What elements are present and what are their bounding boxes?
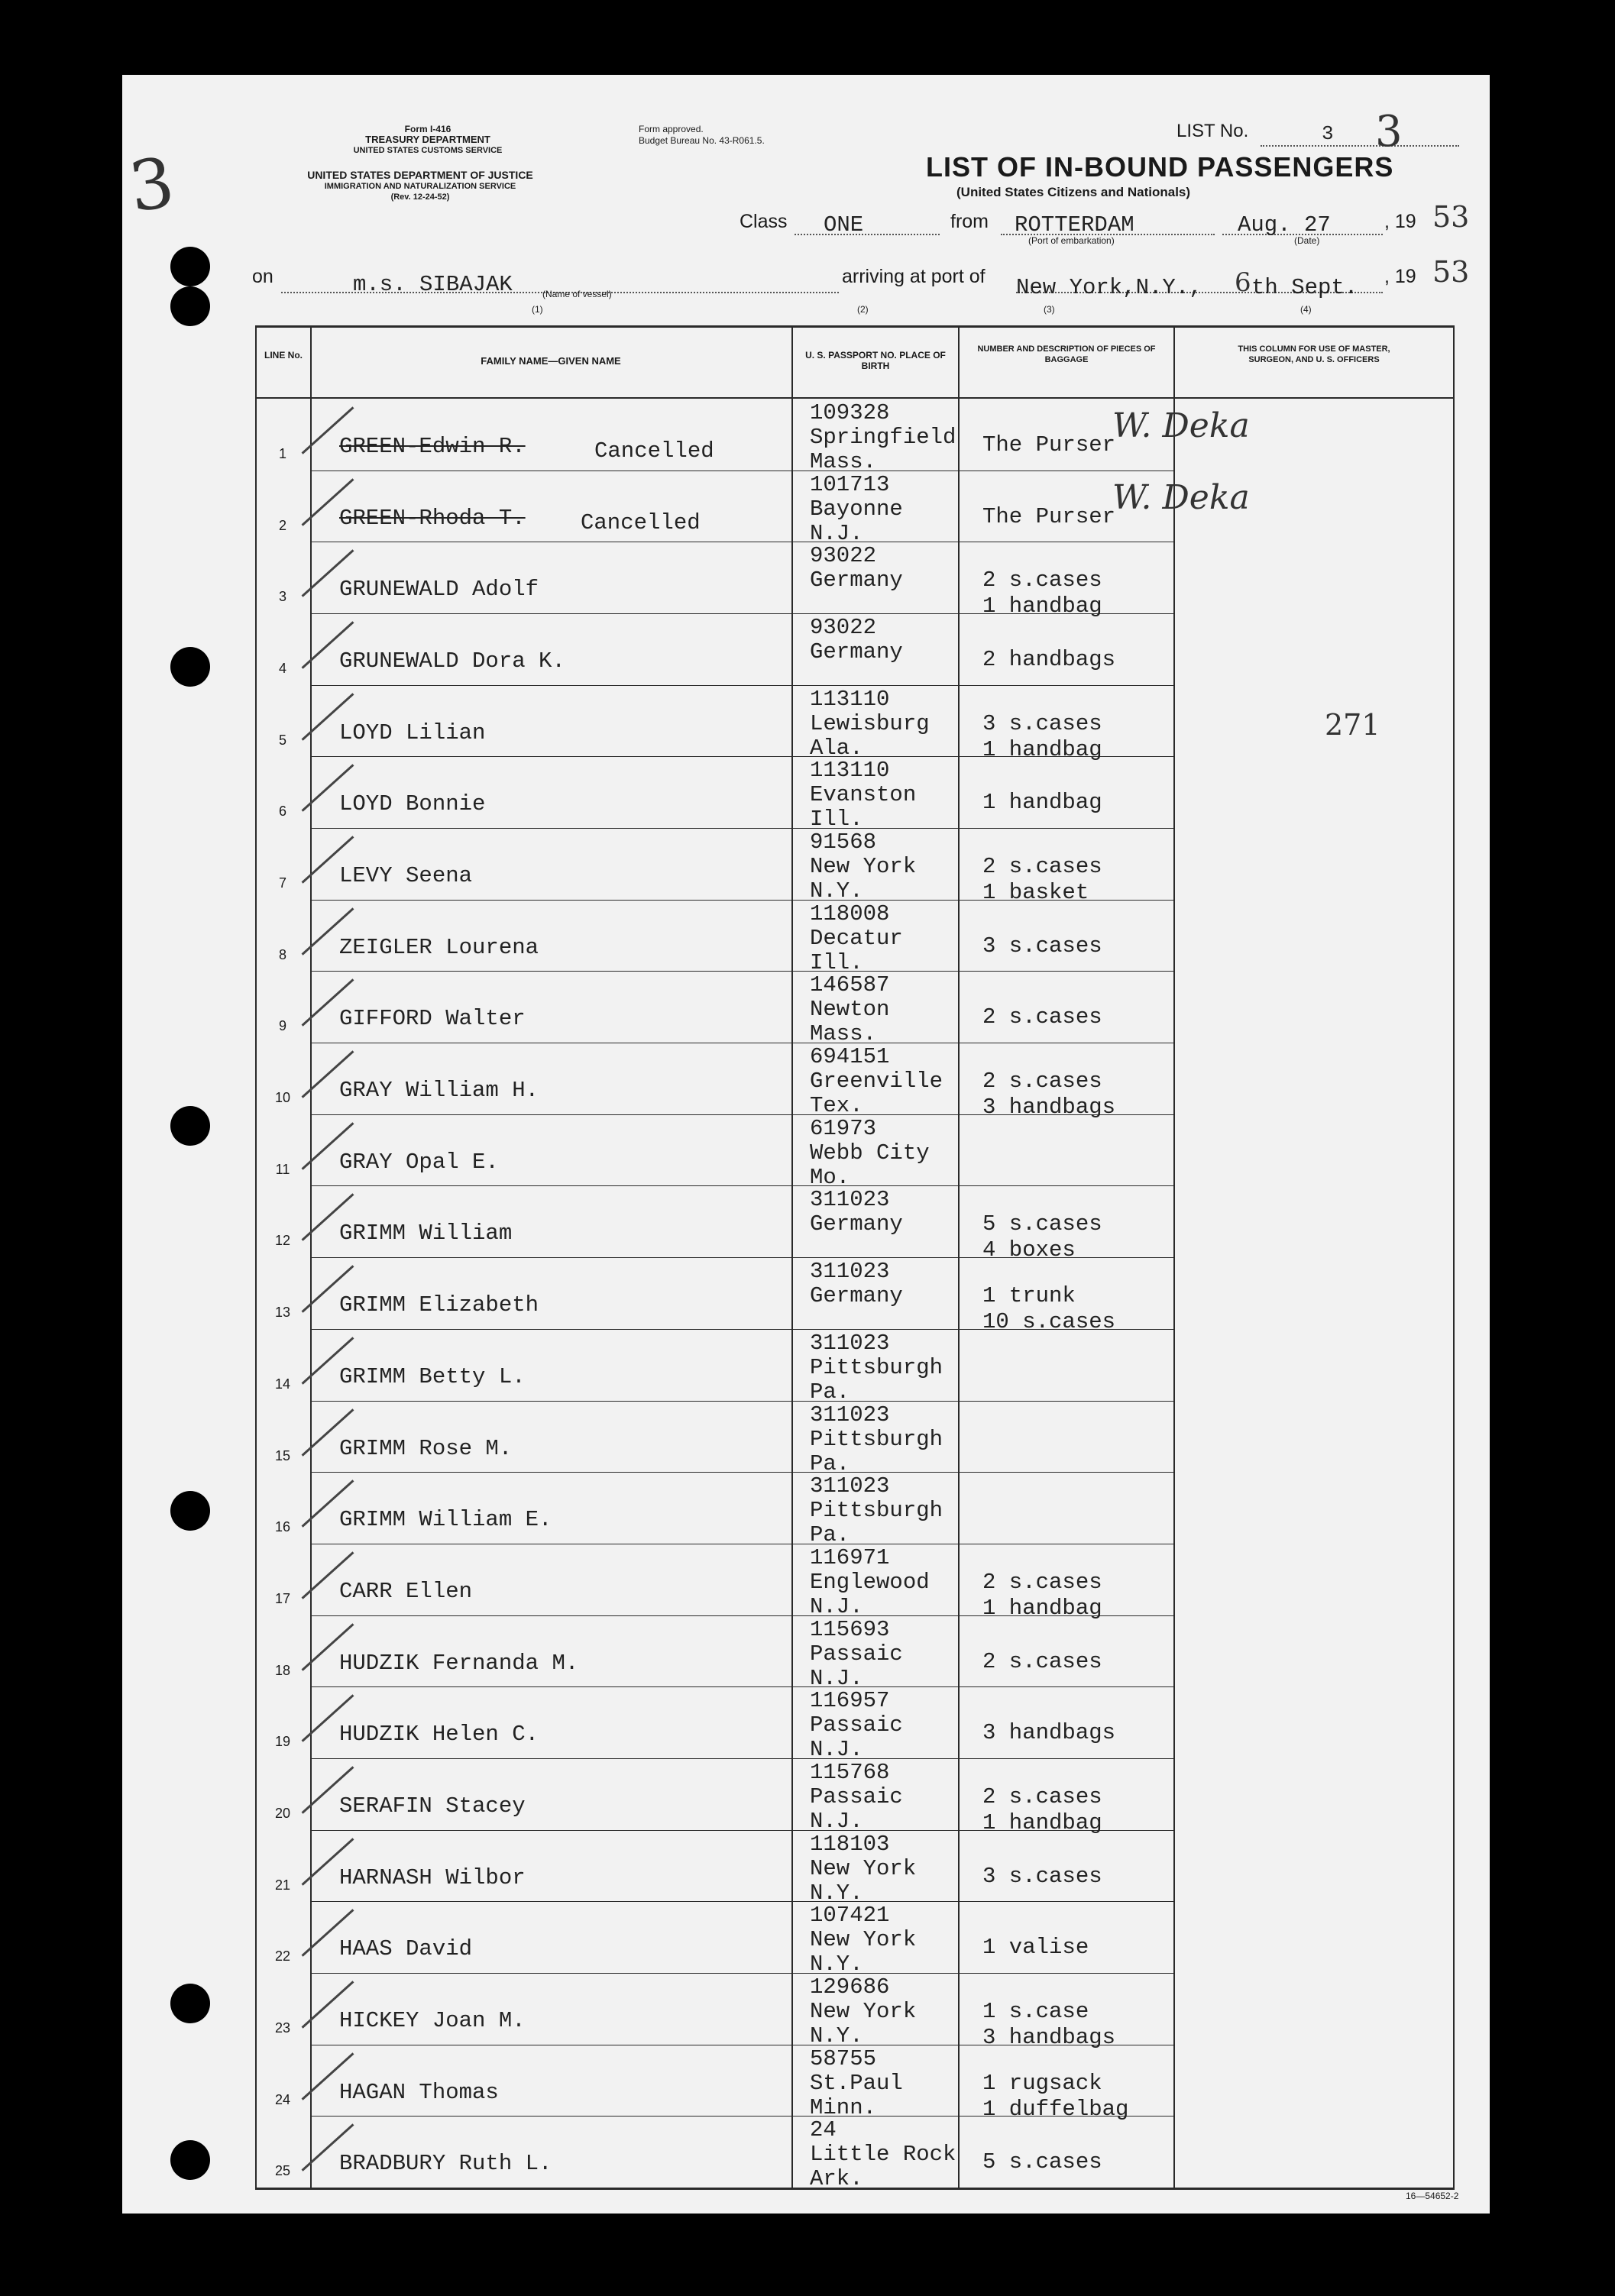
from-label: from bbox=[950, 211, 989, 232]
passenger-name: HARNASH Wilbor bbox=[339, 1864, 526, 1890]
year2-handwritten: 53 bbox=[1432, 255, 1470, 289]
passport-number: 58755 bbox=[810, 2045, 877, 2071]
list-no-handwritten: 3 bbox=[1375, 107, 1403, 157]
baggage-line-1: 1 trunk bbox=[982, 1283, 1076, 1309]
passport-number: 61973 bbox=[810, 1115, 877, 1141]
baggage-line-1: 2 handbags bbox=[982, 647, 1116, 673]
birth-place: Germany bbox=[810, 639, 903, 665]
line-number: 24 bbox=[274, 2091, 291, 2107]
baggage-line-1: 2 s.cases bbox=[982, 1783, 1102, 1809]
budget-bureau: Budget Bureau No. 43-R061.5. bbox=[639, 135, 765, 146]
birth-state: Pa. bbox=[810, 1522, 850, 1548]
passenger-name: HICKEY Joan M. bbox=[339, 2007, 526, 2033]
vessel-name: m.s. SIBAJAK bbox=[353, 272, 513, 297]
baggage-line-1: 3 s.cases bbox=[982, 710, 1102, 736]
birth-place: Englewood bbox=[810, 1569, 930, 1595]
line-number: 20 bbox=[274, 1805, 291, 1821]
cancelled-note: Cancelled bbox=[594, 438, 714, 464]
passenger-name: HUDZIK Helen C. bbox=[339, 1722, 539, 1748]
baggage-line-1: 1 s.case bbox=[982, 1998, 1089, 2024]
baggage-line-2: 3 handbags bbox=[982, 2024, 1116, 2050]
baggage-line-1: 5 s.cases bbox=[982, 2149, 1102, 2175]
passenger-name: GRUNEWALD Dora K. bbox=[339, 648, 565, 674]
class-value: ONE bbox=[824, 212, 864, 238]
passenger-name: GREEN-Rhoda T. bbox=[339, 505, 526, 531]
passport-number: 311023 bbox=[810, 1330, 890, 1356]
passenger-name: GRUNEWALD Adolf bbox=[339, 577, 539, 603]
year-prefix: , 19 bbox=[1384, 211, 1416, 232]
embarkation-date: Aug. 27 bbox=[1238, 212, 1331, 238]
passenger-name: GREEN-Edwin R. bbox=[339, 434, 526, 459]
passenger-name: HAGAN Thomas bbox=[339, 2079, 499, 2105]
year-handwritten: 53 bbox=[1432, 200, 1470, 234]
birth-state: N.J. bbox=[810, 520, 863, 546]
col-name: FAMILY NAME—GIVEN NAME bbox=[481, 355, 621, 367]
birth-state: Ill. bbox=[810, 949, 863, 975]
port-of-embarkation: ROTTERDAM bbox=[1015, 212, 1134, 238]
table-top-border bbox=[255, 325, 1455, 328]
caption-4: (4) bbox=[1300, 304, 1312, 315]
baggage-line-1: The Purser bbox=[982, 503, 1116, 529]
date-caption: (Date) bbox=[1294, 235, 1320, 246]
line-number: 21 bbox=[274, 1877, 291, 1893]
arrival-port: New York,N.Y., bbox=[1016, 275, 1202, 300]
baggage-line-2: 10 s.cases bbox=[982, 1309, 1116, 1335]
baggage-line-1: 3 s.cases bbox=[982, 933, 1102, 959]
birth-state: N.J. bbox=[810, 1593, 863, 1619]
col-officers: THIS COLUMN FOR USE OF MASTER, SURGEON, AND U. S. OFFICERS bbox=[1238, 344, 1390, 364]
line-number: 25 bbox=[274, 2163, 291, 2179]
line-number: 14 bbox=[274, 1376, 291, 1392]
birth-place: Decatur bbox=[810, 925, 903, 951]
caption-3: (3) bbox=[1044, 304, 1055, 315]
birth-state: Ala. bbox=[810, 735, 863, 761]
row-divider bbox=[310, 1686, 1173, 1687]
footer-code: 16—54652-2 bbox=[1406, 2191, 1459, 2201]
birth-state: N.Y. bbox=[810, 1952, 863, 1977]
birth-place: New York bbox=[810, 854, 917, 880]
line-number: 15 bbox=[274, 1447, 291, 1463]
birth-place: Passaic bbox=[810, 1712, 903, 1738]
birth-state: N.Y. bbox=[810, 878, 863, 904]
birth-place: Passaic bbox=[810, 1783, 903, 1809]
col-baggage: NUMBER AND DESCRIPTION OF PIECES OF BAGGAGE bbox=[977, 344, 1156, 364]
passport-number: 694151 bbox=[810, 1044, 890, 1070]
passenger-name: LOYD Lilian bbox=[339, 720, 486, 745]
passenger-name: GRAY Opal E. bbox=[339, 1149, 499, 1175]
birth-place: New York bbox=[810, 1927, 917, 1953]
document-subtitle: (United States Citizens and Nationals) bbox=[956, 185, 1191, 199]
passport-number: 101713 bbox=[810, 471, 890, 497]
arrival-day: 6 bbox=[1235, 267, 1251, 298]
baggage-line-1: 2 s.cases bbox=[982, 854, 1102, 880]
line-number: 8 bbox=[278, 946, 286, 962]
form-approved: Form approved. bbox=[639, 124, 704, 134]
line-number: 18 bbox=[274, 1662, 291, 1678]
row-divider bbox=[310, 1758, 1173, 1759]
birth-place: Springfield bbox=[810, 425, 956, 450]
birth-state: N.J. bbox=[810, 1737, 863, 1763]
passenger-name: GIFFORD Walter bbox=[339, 1006, 526, 1032]
baggage-line-2: 4 boxes bbox=[982, 1237, 1076, 1263]
line-number: 22 bbox=[274, 1948, 291, 1965]
birth-state: Ill. bbox=[810, 807, 863, 833]
line-number: 7 bbox=[278, 875, 286, 891]
birth-state: Mass. bbox=[810, 1021, 877, 1047]
birth-place: Germany bbox=[810, 1283, 903, 1309]
line-number: 12 bbox=[274, 1233, 291, 1249]
birth-place: Germany bbox=[810, 568, 903, 593]
line-number: 19 bbox=[274, 1734, 291, 1750]
document-title: LIST OF IN-BOUND PASSENGERS bbox=[926, 151, 1394, 183]
passenger-name: LOYD Bonnie bbox=[339, 791, 486, 817]
header-divider bbox=[255, 397, 1455, 399]
birth-place: Little Rock bbox=[810, 2142, 956, 2168]
birth-state: Tex. bbox=[810, 1093, 863, 1119]
baggage-line-1: 2 s.cases bbox=[982, 1569, 1102, 1595]
baggage-line-1: 1 handbag bbox=[982, 790, 1102, 816]
birth-place: Lewisburg bbox=[810, 710, 930, 736]
officer-note: 271 bbox=[1325, 707, 1380, 742]
birth-place: Webb City bbox=[810, 1140, 930, 1166]
baggage-line-1: The Purser bbox=[982, 432, 1116, 458]
passport-number: 113110 bbox=[810, 686, 890, 712]
birth-state: N.Y. bbox=[810, 1880, 863, 1906]
passenger-name: GRIMM Rose M. bbox=[339, 1435, 513, 1461]
passport-number: 118103 bbox=[810, 1831, 890, 1857]
birth-place: New York bbox=[810, 1998, 917, 2024]
passport-number: 93022 bbox=[810, 543, 877, 569]
caption-1: (1) bbox=[532, 304, 543, 315]
line-number: 10 bbox=[274, 1090, 291, 1106]
row-divider bbox=[310, 828, 1173, 829]
form-number: Form I-416 bbox=[404, 124, 451, 134]
arriving-label: arriving at port of bbox=[842, 266, 986, 287]
passenger-name: GRIMM Betty L. bbox=[339, 1363, 526, 1389]
line-number: 23 bbox=[274, 2020, 291, 2036]
passport-number: 116971 bbox=[810, 1544, 890, 1570]
birth-place: Pittsburgh bbox=[810, 1354, 943, 1380]
line-number: 3 bbox=[278, 589, 286, 605]
birth-state: Mass. bbox=[810, 449, 877, 474]
birth-place: St.Paul bbox=[810, 2070, 903, 2096]
passport-number: 311023 bbox=[810, 1187, 890, 1213]
birth-state: N.J. bbox=[810, 1665, 863, 1691]
birth-state: Ark. bbox=[810, 2166, 863, 2192]
passenger-name: GRIMM William E. bbox=[339, 1507, 552, 1533]
baggage-line-1: 2 s.cases bbox=[982, 1648, 1102, 1674]
birth-place: Evanston bbox=[810, 782, 917, 808]
baggage-line-1: 2 s.cases bbox=[982, 568, 1102, 593]
list-no-typed: 3 bbox=[1322, 122, 1334, 145]
customs-service: UNITED STATES CUSTOMS SERVICE bbox=[353, 146, 503, 155]
line-number: 11 bbox=[275, 1161, 290, 1177]
treasury-dept: TREASURY DEPARTMENT bbox=[365, 134, 490, 145]
birth-place: Pittsburgh bbox=[810, 1426, 943, 1452]
passport-number: 311023 bbox=[810, 1402, 890, 1428]
baggage-line-2: 1 handbag bbox=[982, 1809, 1102, 1835]
col-passport: U. S. PASSPORT NO. PLACE OF BIRTH bbox=[805, 350, 946, 371]
birth-place: Germany bbox=[810, 1211, 903, 1237]
baggage-line-2: 1 basket bbox=[982, 880, 1089, 906]
vessel-caption: (Name of vessel) bbox=[542, 289, 612, 299]
birth-state: Mo. bbox=[810, 1164, 850, 1190]
row-divider bbox=[310, 685, 1173, 686]
baggage-line-2: 1 duffelbag bbox=[982, 2096, 1129, 2122]
row-divider bbox=[310, 971, 1173, 972]
passport-number: 311023 bbox=[810, 1473, 890, 1499]
birth-place: Bayonne bbox=[810, 496, 903, 522]
baggage-line-2: 3 handbags bbox=[982, 1095, 1116, 1121]
class-label: Class bbox=[740, 211, 788, 232]
passport-number: 116957 bbox=[810, 1688, 890, 1714]
birth-place: Newton bbox=[810, 997, 890, 1023]
line-number: 13 bbox=[274, 1305, 291, 1321]
baggage-line-1: 1 valise bbox=[982, 1935, 1089, 1961]
baggage-line-1: 1 rugsack bbox=[982, 2070, 1102, 2096]
birth-place: Pittsburgh bbox=[810, 1498, 943, 1524]
line-number: 4 bbox=[278, 661, 286, 677]
ins-service: IMMIGRATION AND NATURALIZATION SERVICE bbox=[324, 182, 516, 191]
passport-number: 115768 bbox=[810, 1759, 890, 1785]
passenger-name: ZEIGLER Lourena bbox=[339, 934, 539, 960]
year2-prefix: , 19 bbox=[1384, 266, 1416, 287]
birth-place: New York bbox=[810, 1855, 917, 1881]
baggage-line-2: 1 handbag bbox=[982, 736, 1102, 762]
line-number: 9 bbox=[278, 1018, 286, 1034]
passport-number: 115693 bbox=[810, 1616, 890, 1642]
row-divider bbox=[310, 1472, 1173, 1473]
line-number: 6 bbox=[278, 804, 286, 820]
passenger-name: BRADBURY Ruth L. bbox=[339, 2151, 552, 2177]
birth-state: N.J. bbox=[810, 1808, 863, 1834]
passenger-name: HAAS David bbox=[339, 1936, 473, 1962]
passenger-name: HUDZIK Fernanda M. bbox=[339, 1650, 579, 1676]
birth-state: Minn. bbox=[810, 2094, 877, 2120]
baggage-line-1: 3 s.cases bbox=[982, 1863, 1102, 1889]
baggage-line-1: 5 s.cases bbox=[982, 1211, 1102, 1237]
port-caption: (Port of embarkation) bbox=[1028, 235, 1115, 246]
passport-number: 91568 bbox=[810, 829, 877, 855]
passport-number: 107421 bbox=[810, 1903, 890, 1929]
birth-state: Pa. bbox=[810, 1450, 850, 1476]
list-no-label: LIST No. bbox=[1176, 121, 1249, 141]
passport-number: 146587 bbox=[810, 972, 890, 998]
cancelled-note: Cancelled bbox=[581, 509, 701, 535]
passport-number: 118008 bbox=[810, 901, 890, 926]
purser-signature: W. Deka bbox=[1112, 406, 1250, 445]
baggage-line-2: 1 handbag bbox=[982, 1595, 1102, 1621]
baggage-line-1: 3 handbags bbox=[982, 1720, 1116, 1746]
birth-state: N.Y. bbox=[810, 2023, 863, 2049]
passenger-name: CARR Ellen bbox=[339, 1578, 473, 1604]
purser-signature: W. Deka bbox=[1112, 477, 1250, 517]
on-label: on bbox=[252, 266, 273, 287]
col-line-no: LINE No. bbox=[264, 350, 303, 361]
line-number: 17 bbox=[274, 1590, 291, 1606]
passport-number: 311023 bbox=[810, 1259, 890, 1285]
birth-place: Passaic bbox=[810, 1641, 903, 1667]
baggage-line-2: 1 handbag bbox=[982, 593, 1102, 619]
row-divider bbox=[310, 1973, 1173, 1974]
passport-number: 129686 bbox=[810, 1974, 890, 2000]
line-number: 5 bbox=[278, 732, 286, 748]
form-revision: (Rev. 12-24-52) bbox=[390, 192, 450, 202]
margin-number: 3 bbox=[124, 142, 180, 228]
passenger-name: GRAY William H. bbox=[339, 1078, 539, 1104]
baggage-line-1: 2 s.cases bbox=[982, 1004, 1102, 1030]
baggage-line-1: 2 s.cases bbox=[982, 1069, 1102, 1095]
line-number: 1 bbox=[278, 446, 286, 461]
birth-place: Greenville bbox=[810, 1069, 943, 1095]
passport-number: 109328 bbox=[810, 400, 890, 425]
row-divider bbox=[310, 1185, 1173, 1186]
row-divider bbox=[310, 1401, 1173, 1402]
passenger-name: GRIMM Elizabeth bbox=[339, 1292, 539, 1318]
birth-state: Pa. bbox=[810, 1379, 850, 1405]
passport-number: 24 bbox=[810, 2117, 837, 2143]
passport-number: 113110 bbox=[810, 758, 890, 784]
passenger-name: GRIMM William bbox=[339, 1221, 513, 1247]
line-number: 16 bbox=[274, 1519, 291, 1535]
justice-dept: UNITED STATES DEPARTMENT OF JUSTICE bbox=[307, 169, 533, 181]
caption-2: (2) bbox=[857, 304, 869, 315]
passenger-name: SERAFIN Stacey bbox=[339, 1793, 526, 1819]
passenger-name: LEVY Seena bbox=[339, 863, 473, 889]
row-divider bbox=[310, 1901, 1173, 1902]
arrival-date: th Sept. bbox=[1251, 275, 1358, 300]
line-number: 2 bbox=[278, 517, 286, 533]
passport-number: 93022 bbox=[810, 615, 877, 641]
